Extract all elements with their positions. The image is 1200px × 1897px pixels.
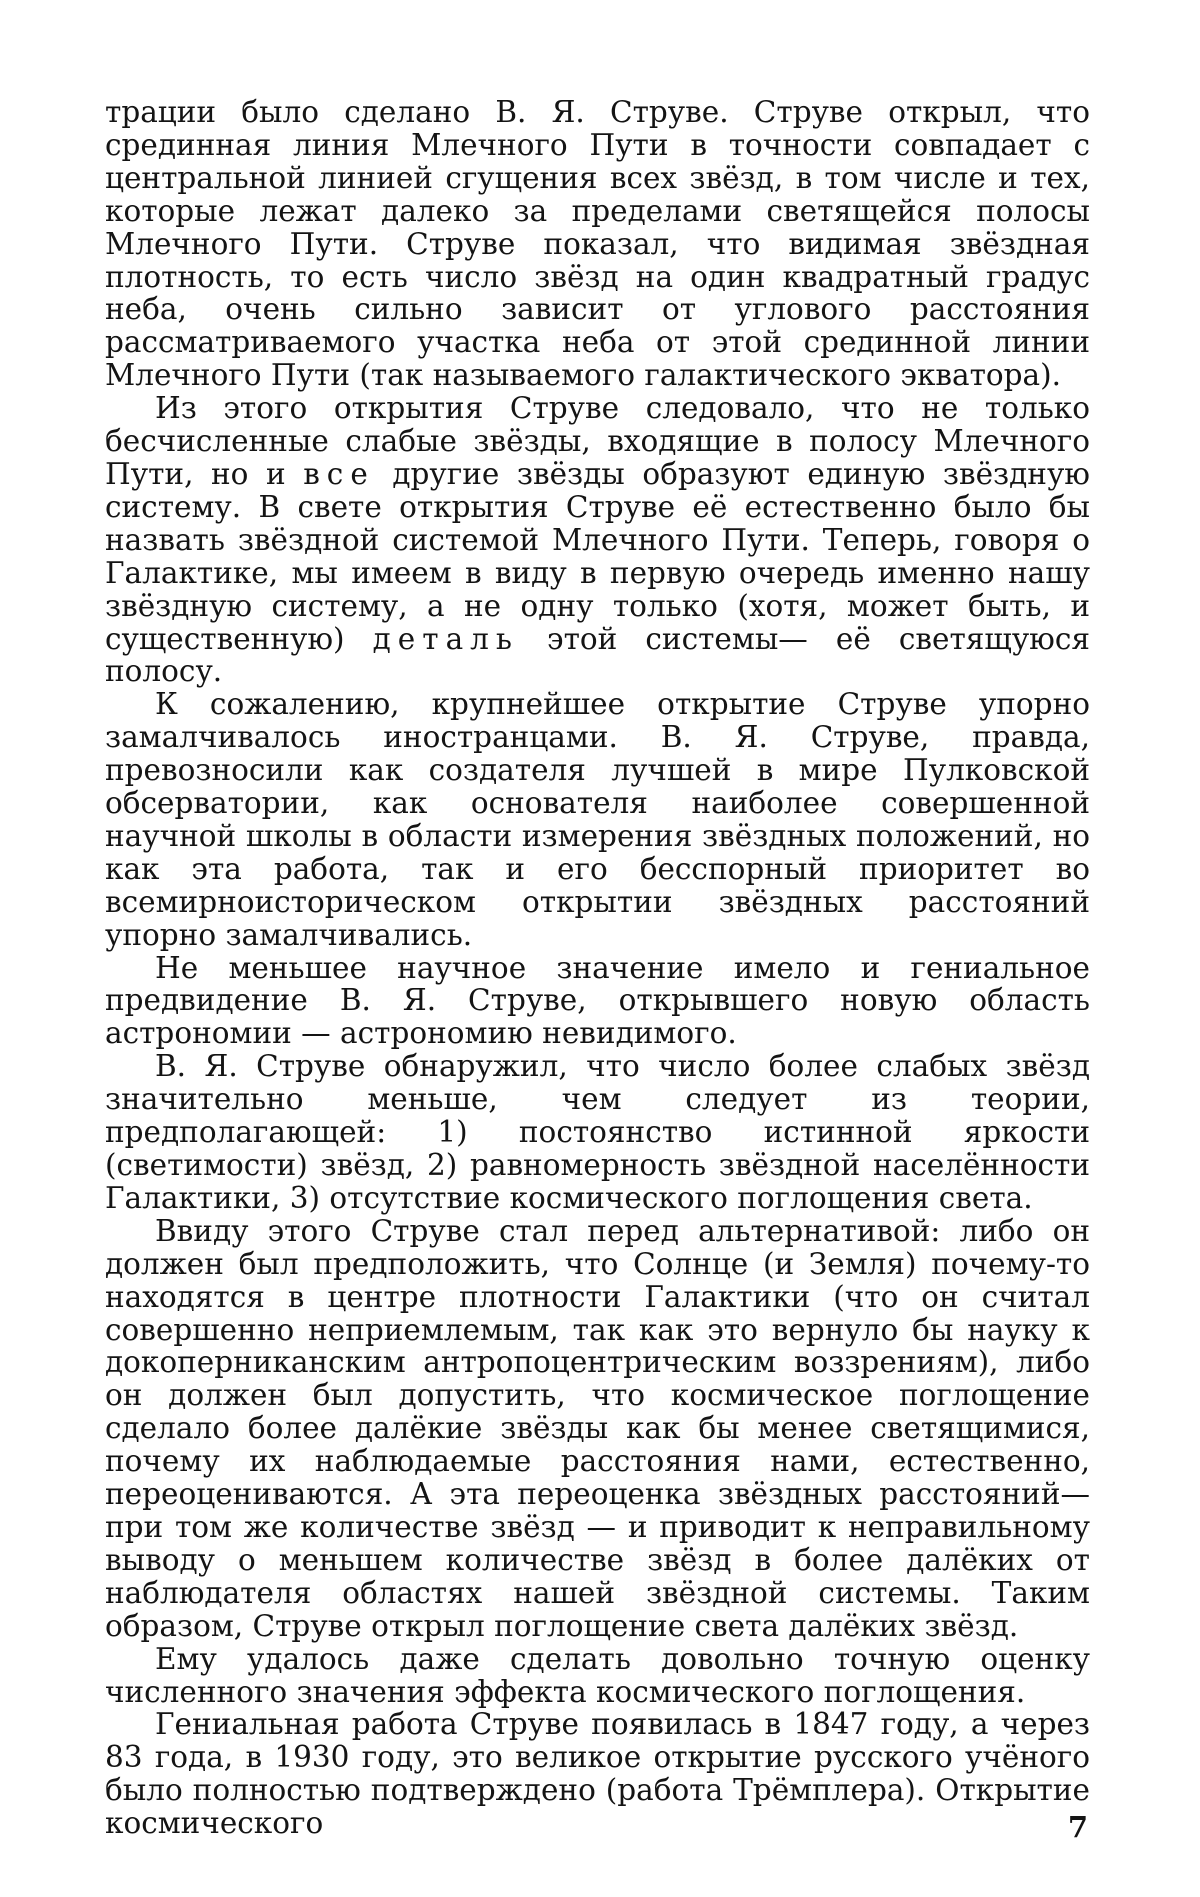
paragraph-2-text-c: другие звёзды образуют единую звёздную систему. В свете открытия Струве её естественно было бы назвать звёздной системой Млечного Пути. Теперь, говоря о Галактике, мы имеем в виду в первую очередь именно нашу звёздную систему, а не одну только (хотя, может быть, и существенную) [105, 456, 1090, 656]
paragraph-5: В. Я. Струве обнаружил, что число более слабых звёзд значительно меньше, чем следует из теории, предполагающей: 1) постоянство истинной яркости (светимости) звёзд, 2) равномерность звёздной населённости Галактики, 3) отсутствие космического поглощения света. [105, 1049, 1090, 1215]
paragraph-4: Не меньшее научное значение имело и гениальное предвидение В. Я. Струве, открывшего новую область астрономии — астрономию невидимого. [105, 950, 1090, 1051]
paragraph-2 [105, 392, 1090, 688]
paragraph-8: Гениальная работа Струве появилась в 1847 году, а через 83 года, в 1930 году, это великое открытие русского учёного было полностью подтверждено (работа Трёмплера). Открытие космического [105, 1707, 1090, 1841]
paragraph-7: Ему удалось даже сделать довольно точную оценку численного значения эффекта космического поглощения. [105, 1641, 1090, 1709]
body-text [105, 96, 1090, 1840]
emphasis-detail: деталь [372, 621, 519, 656]
paragraph-2-text-e: этой системы— её светящуюся полосу. [105, 621, 1090, 689]
paragraph-1: трации было сделано В. Я. Струве. Струве открыл, что срединная линия Млечного Пути в точности совпадает с центральной линией сгущения всех звёзд, в том числе и тех, которые лежат далеко за пределами светящейся полосы Млечного Пути. Струве показал, что видимая звёздная плотность, то есть число звёзд на один квадратный градус неба, очень сильно зависит от углового расстояния рассматриваемого участка неба от этой срединной линии Млечного Пути (так называемого галактического экватора). [105, 95, 1090, 393]
page-number: 7 [1067, 1810, 1088, 1844]
paragraph-6: Ввиду этого Струве стал перед альтернативой: либо он должен был предположить, что Солнце (и Земля) почему-то находятся в центре плотности Галактики (что он считал совершенно неприемлемым, так как это вернуло бы науку к докоперниканским антропоцентрическим воззрениям), либо он должен был допустить, что космическое поглощение сделало более далёкие звёзды как бы менее светящимися, почему их наблюдаемые расстояния нами, естественно, переоцениваются. А эта переоценка звёздных расстояний— при том же количестве звёзд — и приводит к неправильному выводу о меньшем количестве звёзд в более далёких от наблюдателя областях нашей звёздной системы. Таким образом, Струве открыл поглощение света далёких звёзд. [105, 1213, 1090, 1643]
paragraph-3: К сожалению, крупнейшее открытие Струве упорно замалчивалось иностранцами. В. Я. Струве, правда, превозносили как создателя лучшей в мире Пулковской обсерватории, как основателя наиболее совершенной научной школы в области измерения звёздных положений, но как эта работа, так и его бесспорный приоритет во всемирноисторическом открытии звёздных расстояний упорно замалчивались. [105, 687, 1090, 952]
emphasis-all: все [303, 456, 375, 491]
paragraph-2-text-a: Из этого открытия Струве следовало, что не только бесчисленные слабые звёзды, входящие в полосу Млечного Пути, но и [105, 391, 1090, 491]
